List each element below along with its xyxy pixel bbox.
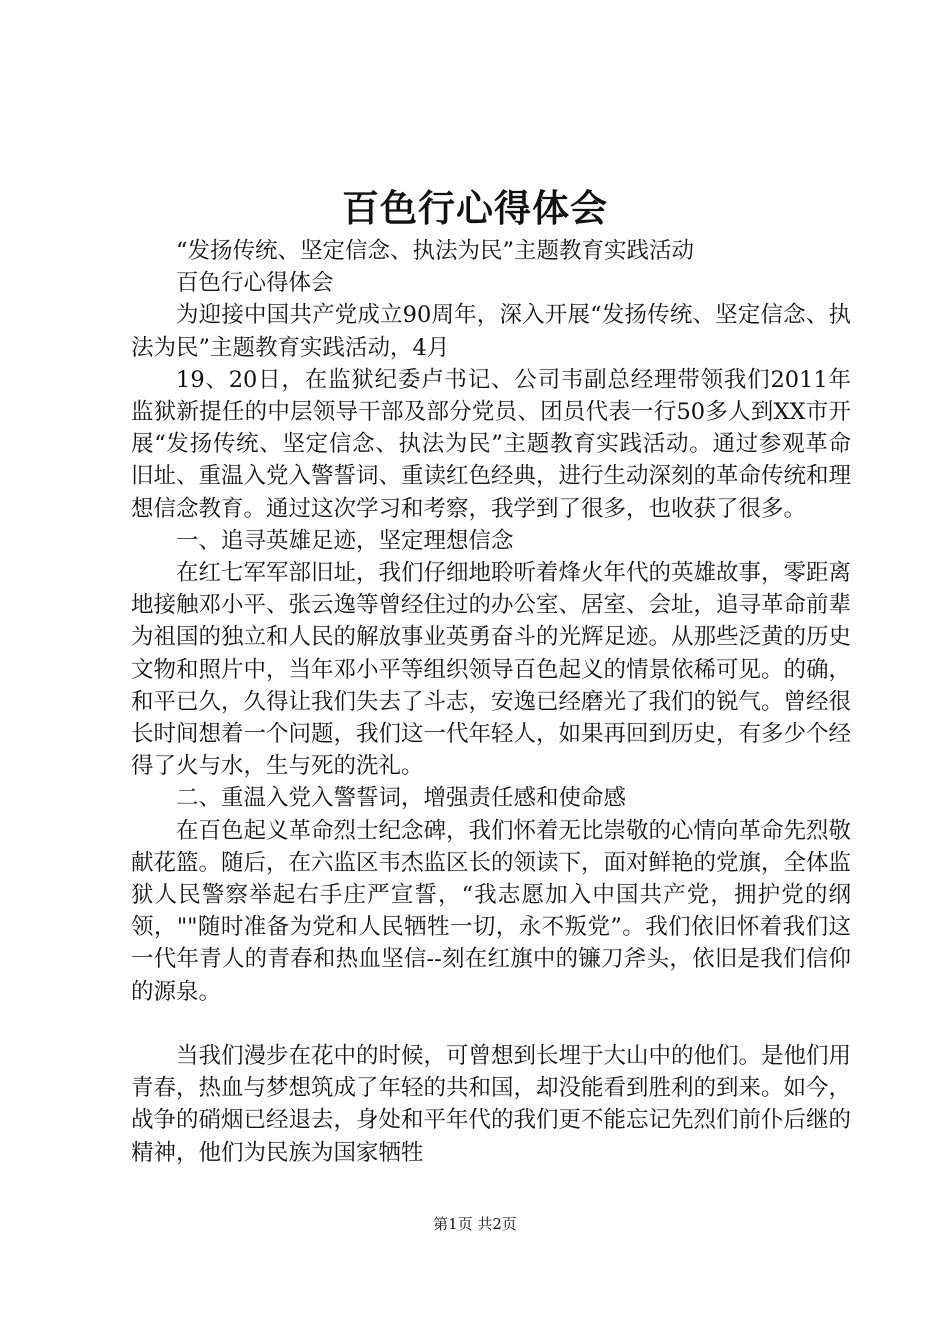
paragraph-activity: 19、20日，在监狱纪委卢书记、公司韦副总经理带领我们2011年监狱新提任的中层领导干部及部分党员、团员代表一行50多人到XX市开展“发扬传统、坚定信念、执法为民”主题教育实践活动。通过参观革命旧址、重温入党入警誓词、重读红色经典，进行生动深刻的革命传统和理想信念教育。通过这次学习和考察，我学到了很多，也收获了很多。 (131, 366, 852, 522)
page-number-footer: 第1页 共2页 (433, 1215, 517, 1233)
paragraph-theme: “发扬传统、坚定信念、执法为民”主题教育实践活动 (176, 238, 695, 264)
document-title: 百色行心得体会 (342, 186, 608, 230)
paragraph-reflection: 当我们漫步在花中的时候，可曾想到长埋于大山中的他们。是他们用青春，热血与梦想筑成了年轻的共和国，却没能看到胜利的到来。如今，战争的硝烟已经退去，身处和平年代的我们更不能忘记先烈们前仆后继的精神，他们为民族为国家牺牲 (131, 1043, 852, 1166)
paragraph-section-1: 在红七军军部旧址，我们仔细地聆听着烽火年代的英雄故事，零距离地接触邓小平、张云逸等曾经住过的办公室、居室、会址，追寻革命前辈为祖国的独立和人民的解放事业英勇奋斗的光辉足迹。从那些泛黄的历史文物和照片中，当年邓小平等组织领导百色起义的情景依稀可见。的确，和平已久，久得让我们失去了斗志，安逸已经磨光了我们的锐气。曾经很长时间想着一个问题，我们这一代年轻人，如果再回到历史，有多少个经得了火与水，生与死的洗礼。 (131, 560, 852, 780)
document-body (131, 235, 851, 1169)
paragraph-section-2: 在百色起义革命烈士纪念碑，我们怀着无比崇敬的心情向革命先烈敬献花篮。随后，在六监区韦杰监区长的领读下，面对鲜艳的党旗，全体监狱人民警察举起右手庄严宣誓，“我志愿加入中国共产党，拥护党的纲领，""随时准备为党和人民牺牲一切，永不叛党”。我们依旧怀着我们这一代年青人的青春和热血坚信--刻在红旗中的镰刀斧头，依旧是我们信仰的源泉。 (131, 817, 852, 1005)
paragraph-intro: 为迎接中国共产党成立90周年，深入开展“发扬传统、坚定信念、执法为民”主题教育实践活动，4月 (131, 302, 851, 361)
section-heading-1: 一、追寻英雄足迹，坚定理想信念 (176, 527, 514, 554)
paragraph-subtitle: 百色行心得体会 (176, 270, 334, 297)
section-heading-2: 二、重温入党入警誓词，增强责任感和使命感 (176, 785, 627, 812)
paragraph-spacer (131, 1008, 851, 1040)
